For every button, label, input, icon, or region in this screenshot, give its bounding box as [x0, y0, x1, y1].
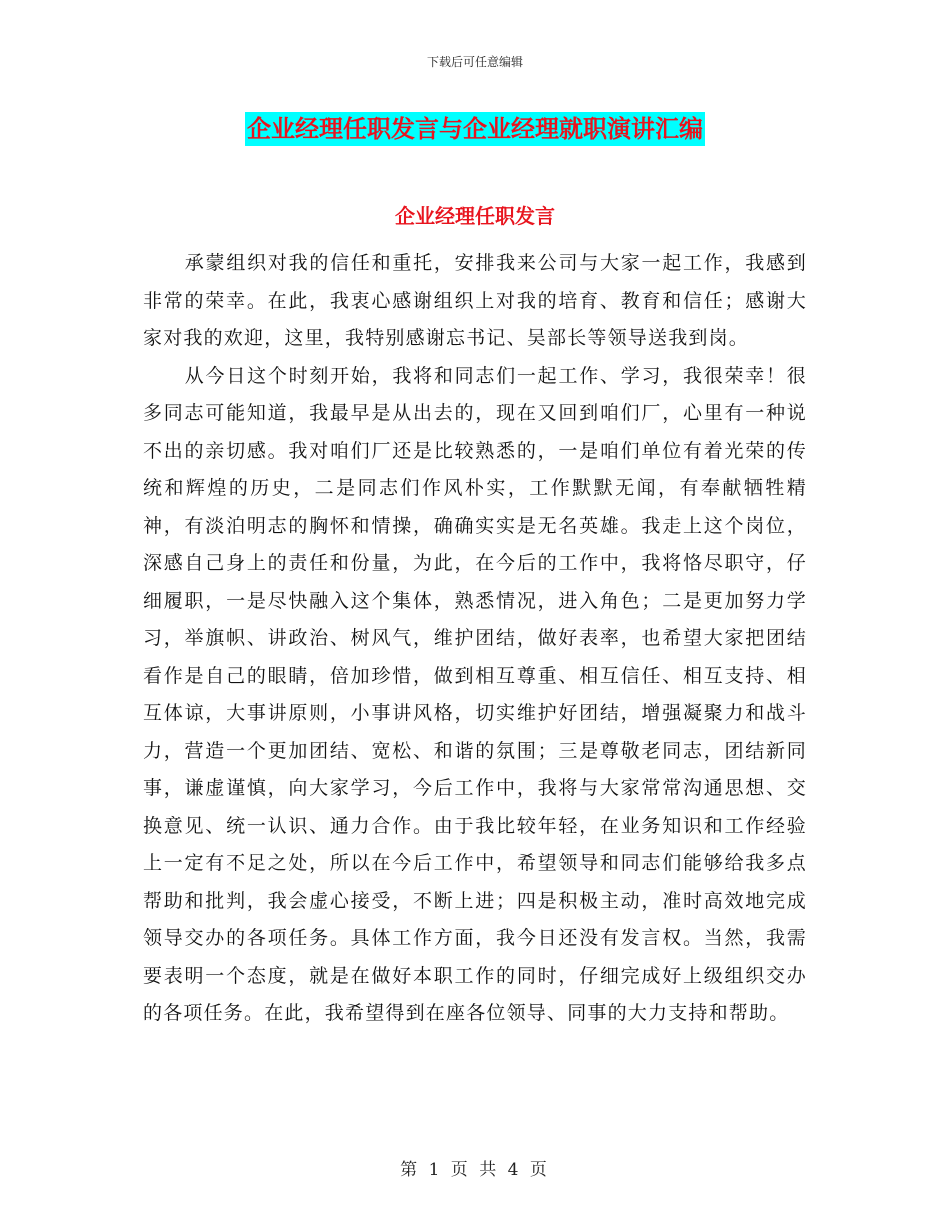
main-title-container — [0, 112, 950, 146]
document-main-title: 企业经理任职发言与企业经理就职演讲汇编 — [245, 112, 705, 146]
document-body — [143, 245, 807, 1033]
paragraph-2: 从今日这个时刻开始，我将和同志们一起工作、学习，我很荣幸！很多同志可能知道，我最早是从出去的，现在又回到咱们厂，心里有一种说不出的亲切感。我对咱们厂还是比较熟悉的，一是咱们单位有着光荣的传统和辉煌的历史，二是同志们作风朴实，工作默默无闻，有奉献牺牲精神，有淡泊明志的胸怀和情操，确确实实是无名英雄。我走上这个岗位，深感自己身上的责任和份量，为此，在今后的工作中，我将恪尽职守，仔细履职，一是尽快融入这个集体，熟悉情况，进入角色；二是更加努力学习，举旗帜、讲政治、树风气，维护团结，做好表率，也希望大家把团结看作是自己的眼睛，倍加珍惜，做到相互尊重、相互信任、相互支持、相互体谅，大事讲原则，小事讲风格，切实维护好团结，增强凝聚力和战斗力，营造一个更加团结、宽松、和谐的氛围；三是尊敬老同志，团结新同事，谦虚谨慎，向大家学习，今后工作中，我将与大家常常沟通思想、交换意见、统一认识、通力合作。由于我比较年轻，在业务知识和工作经验上一定有不足之处，所以在今后工作中，希望领导和同志们能够给我多点帮助和批判，我会虚心接受，不断上进；四是积极主动，准时高效地完成领导交办的各项任务。具体工作方面，我今日还没有发言权。当然，我需要表明一个态度，就是在做好本职工作的同时，仔细完成好上级组织交办的各项任务。在此，我希望得到在座各位领导、同事的大力支持和帮助。 — [143, 364, 807, 1024]
section-title: 企业经理任职发言 — [395, 204, 555, 228]
page-header-note: 下载后可任意编辑 — [426, 55, 523, 69]
page-footer: 第 1 页 共 4 页 — [400, 1160, 550, 1180]
paragraph-1: 承蒙组织对我的信任和重托，安排我来公司与大家一起工作，我感到非常的荣幸。在此，我衷心感谢组织上对我的培育、教育和信任；感谢大家对我的欢迎，这里，我特别感谢忘书记、吴部长等领导送我到岗。 — [143, 252, 807, 349]
